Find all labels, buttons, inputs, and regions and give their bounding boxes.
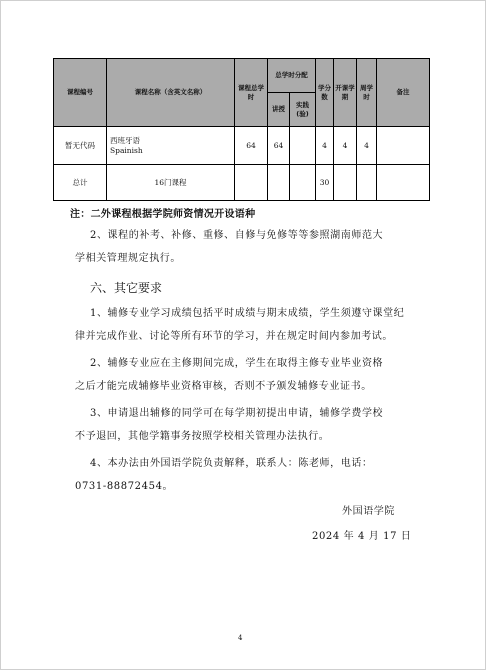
item1-line2: 律并完成作业、讨论等所有环节的学习，并在规定时间内参加考试。: [75, 331, 393, 342]
total-label: 总计: [54, 165, 107, 201]
header-credits: 学分数: [316, 59, 334, 127]
section-title: 六、其它要求: [90, 281, 163, 295]
item3-line2: 不予退回，其他学籍事务按照学校相关管理办法执行。: [75, 431, 330, 442]
header-remarks: 备注: [377, 59, 430, 127]
signature-date: 2024 年 4 月 17 日: [312, 531, 412, 542]
row-credits: 4: [316, 127, 334, 165]
row-code: 暂无代码: [54, 127, 107, 165]
para2-line1: 2、课程的补考、补修、重修、自修与免修等等参照湖南师范大: [90, 230, 384, 241]
item4-line1: 4、本办法由外国语学院负责解释，联系人：陈老师，电话：: [90, 458, 373, 469]
row-total: 64: [235, 127, 268, 165]
total-credits: 30: [316, 165, 334, 201]
header-practice: 实践(验): [290, 93, 316, 127]
signature-org: 外国语学院: [342, 506, 395, 517]
item4-line2: 0731-88872454。: [75, 481, 174, 492]
header-semester: 开课学期: [334, 59, 357, 127]
table-note: 注：二外课程根据学院师资情况开设语种: [70, 209, 256, 220]
item2-line2: 之后才能完成辅修毕业资格审核，否则不予颁发辅修专业证书。: [75, 381, 372, 392]
para2-line2: 学相关管理规定执行。: [75, 253, 181, 264]
row-lecture: 64: [268, 127, 290, 165]
total-name: 16门课程: [107, 165, 235, 201]
row-remarks: [377, 127, 430, 165]
total-row: [54, 165, 430, 201]
row-name: [107, 127, 235, 165]
course-table: [53, 58, 430, 201]
row-practice: [290, 127, 316, 165]
header-weekly: 周学时: [357, 59, 377, 127]
table-row: [54, 127, 430, 165]
row-name-en: Spainish: [110, 145, 143, 155]
item1-line1: 1、辅修专业学习成绩包括平时成绩与期末成绩，学生须遵守课堂纪: [90, 308, 405, 319]
page-number: 4: [238, 634, 243, 642]
header-hour-dist: 总学时分配: [268, 59, 316, 93]
header-code: 课程编号: [54, 59, 107, 127]
row-name-cn: 西班牙语: [110, 135, 140, 145]
header-total-hours: 课程总学时: [235, 59, 268, 127]
header-name: 课程名称（含英文名称）: [107, 59, 235, 127]
row-semester: 4: [334, 127, 357, 165]
item2-line1: 2、辅修专业应在主修期间完成，学生在取得主修专业毕业资格: [90, 358, 384, 369]
header-lecture: 讲授: [268, 93, 290, 127]
row-weekly: 4: [357, 127, 377, 165]
item3-line1: 3、申请退出辅修的同学可在每学期初提出申请，辅修学费学校: [90, 408, 384, 419]
